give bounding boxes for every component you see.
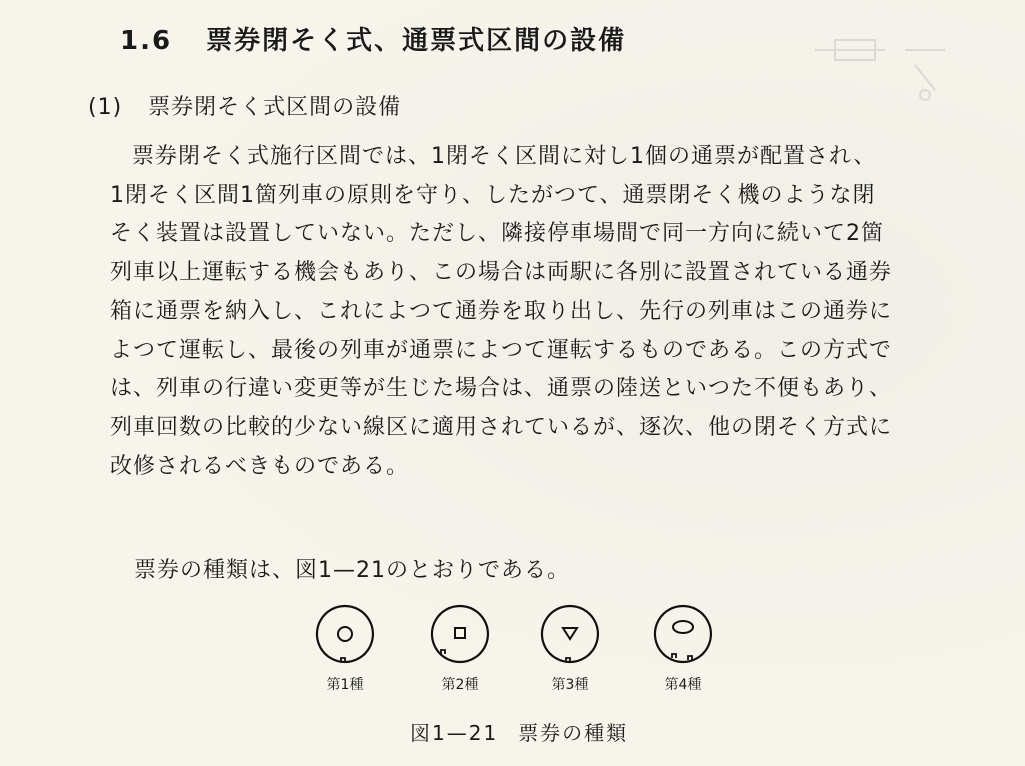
body-paragraph bbox=[110, 138, 970, 486]
token-type-4 bbox=[638, 600, 728, 694]
token-type-2 bbox=[415, 600, 505, 694]
subsection-title-text: 票券閉そく式区間の設備 bbox=[148, 95, 402, 120]
subsection-number: (1) bbox=[88, 95, 123, 120]
triangle-hole-icon bbox=[535, 600, 605, 670]
token-type-1 bbox=[300, 600, 390, 694]
figure-caption-title: 票券の種類 bbox=[518, 721, 629, 745]
figure-number: 図1—21 bbox=[410, 721, 499, 745]
token-label: 第2種 bbox=[441, 677, 479, 693]
circle-hole-icon bbox=[310, 600, 380, 670]
body-line: 列車以上運転する機会もあり、この場合は両駅に各別に設置されている通券 bbox=[110, 260, 893, 286]
body-line: 改修されるべきものである。 bbox=[110, 453, 410, 479]
section-title-text: 票券閉そく式、通票式区間の設備 bbox=[206, 26, 627, 56]
subsection-heading bbox=[88, 90, 401, 121]
body-line: よつて運転し、最後の列車が通票によつて運転するものである。この方式で bbox=[110, 337, 893, 363]
body-line: 票券閉そく式施行区間では、1閉そく区間に対し1個の通票が配置され、 bbox=[132, 144, 877, 169]
body-line: 列車回数の比較的少ない線区に適用されているが、逐次、他の閉そく方式に bbox=[110, 415, 893, 441]
token-type-3 bbox=[525, 600, 615, 694]
bleed-through-diagram-icon bbox=[805, 35, 955, 105]
token-label: 第4種 bbox=[664, 677, 702, 693]
ticket-token-figure bbox=[0, 600, 1025, 710]
section-number: 1.6 bbox=[120, 26, 173, 56]
square-hole-icon bbox=[425, 600, 495, 670]
figure-reference-sentence: 票券の種類は、図1—21のとおりである。 bbox=[134, 558, 570, 583]
token-label: 第3種 bbox=[551, 677, 589, 693]
figure-caption bbox=[410, 717, 628, 746]
body-line: そく装置は設置していない。ただし、隣接停車場間で同一方向に続いて2箇 bbox=[110, 221, 884, 247]
body-line: は、列車の行違い変更等が生じた場合は、通票の陸送といつた不便もあり、 bbox=[110, 376, 893, 402]
ellipse-hole-icon bbox=[648, 600, 718, 670]
body-line: 箱に通票を納入し、これによつて通券を取り出し、先行の列車はこの通券に bbox=[110, 298, 893, 324]
token-label: 第1種 bbox=[326, 677, 364, 693]
section-title bbox=[120, 20, 626, 57]
body-line: 1閉そく区間1箇列車の原則を守り、したがつて、通票閉そく機のような閉 bbox=[110, 182, 876, 208]
